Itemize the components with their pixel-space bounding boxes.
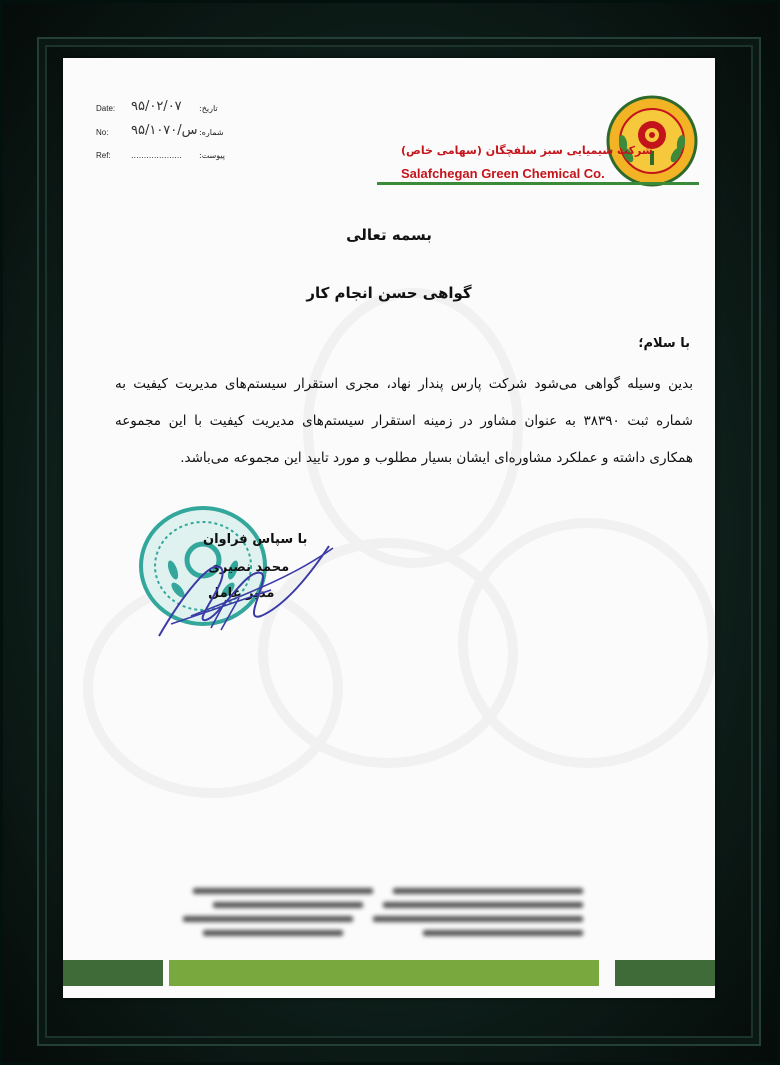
- date-label-fa: تاریخ:: [199, 104, 218, 113]
- closing-text: با سپاس فراوان: [203, 532, 308, 547]
- greeting: با سلام؛: [638, 336, 690, 351]
- footer-bar-center: [169, 960, 599, 986]
- letter-page: [63, 58, 715, 998]
- basmala-heading: بسمه تعالی: [346, 226, 432, 244]
- footer-bar-right: [615, 960, 715, 986]
- ref-label-fa: پیوست:: [199, 151, 226, 160]
- company-name-en: Salafchegan Green Chemical Co.: [401, 166, 605, 181]
- letter-title: گواهی حسن انجام کار: [306, 284, 472, 302]
- date-row: [63, 99, 323, 118]
- ref-label-en: Ref:: [96, 151, 111, 160]
- header-divider: [377, 182, 699, 185]
- date-label-en: Date:: [96, 104, 116, 113]
- ref-row: [63, 151, 323, 165]
- gear-flower-emblem-icon: [606, 95, 698, 187]
- letter-body: بدین وسیله گواهی می‌شود شرکت پارس پندار نهاد، مجری استقرار سیستم‌های مدیریت کیفیت به شماره ثبت ۳۸۳۹۰ به عنوان مشاور در زمینه استقرار سیستم‌های مدیریت کیفیت با این مجموعه همکاری داشته و عملکرد مشاوره‌ای ایشان بسیار مطلوب و مورد تایید این مجموعه می‌باشد.: [115, 376, 693, 466]
- number-label-en: No:: [96, 128, 109, 137]
- number-row: [63, 123, 323, 142]
- signer-name: محمد نصیری: [208, 560, 290, 575]
- ref-value: ....................: [131, 151, 182, 160]
- signer-role: مدیر عامل: [208, 586, 275, 601]
- watermark-shape: [458, 518, 715, 768]
- number-value: ۹۵/۱۰۷۰/س: [131, 123, 198, 138]
- handwritten-signature-icon: [151, 528, 341, 648]
- footer-bar-left: [63, 960, 163, 986]
- number-label-fa: شماره:: [199, 128, 224, 137]
- company-name-fa: شرکت شیمیایی سبز سلفچگان (سهامی خاص): [401, 144, 653, 157]
- footer-address-blurred: [183, 884, 593, 954]
- date-value: ۹۵/۰۲/۰۷: [131, 99, 182, 114]
